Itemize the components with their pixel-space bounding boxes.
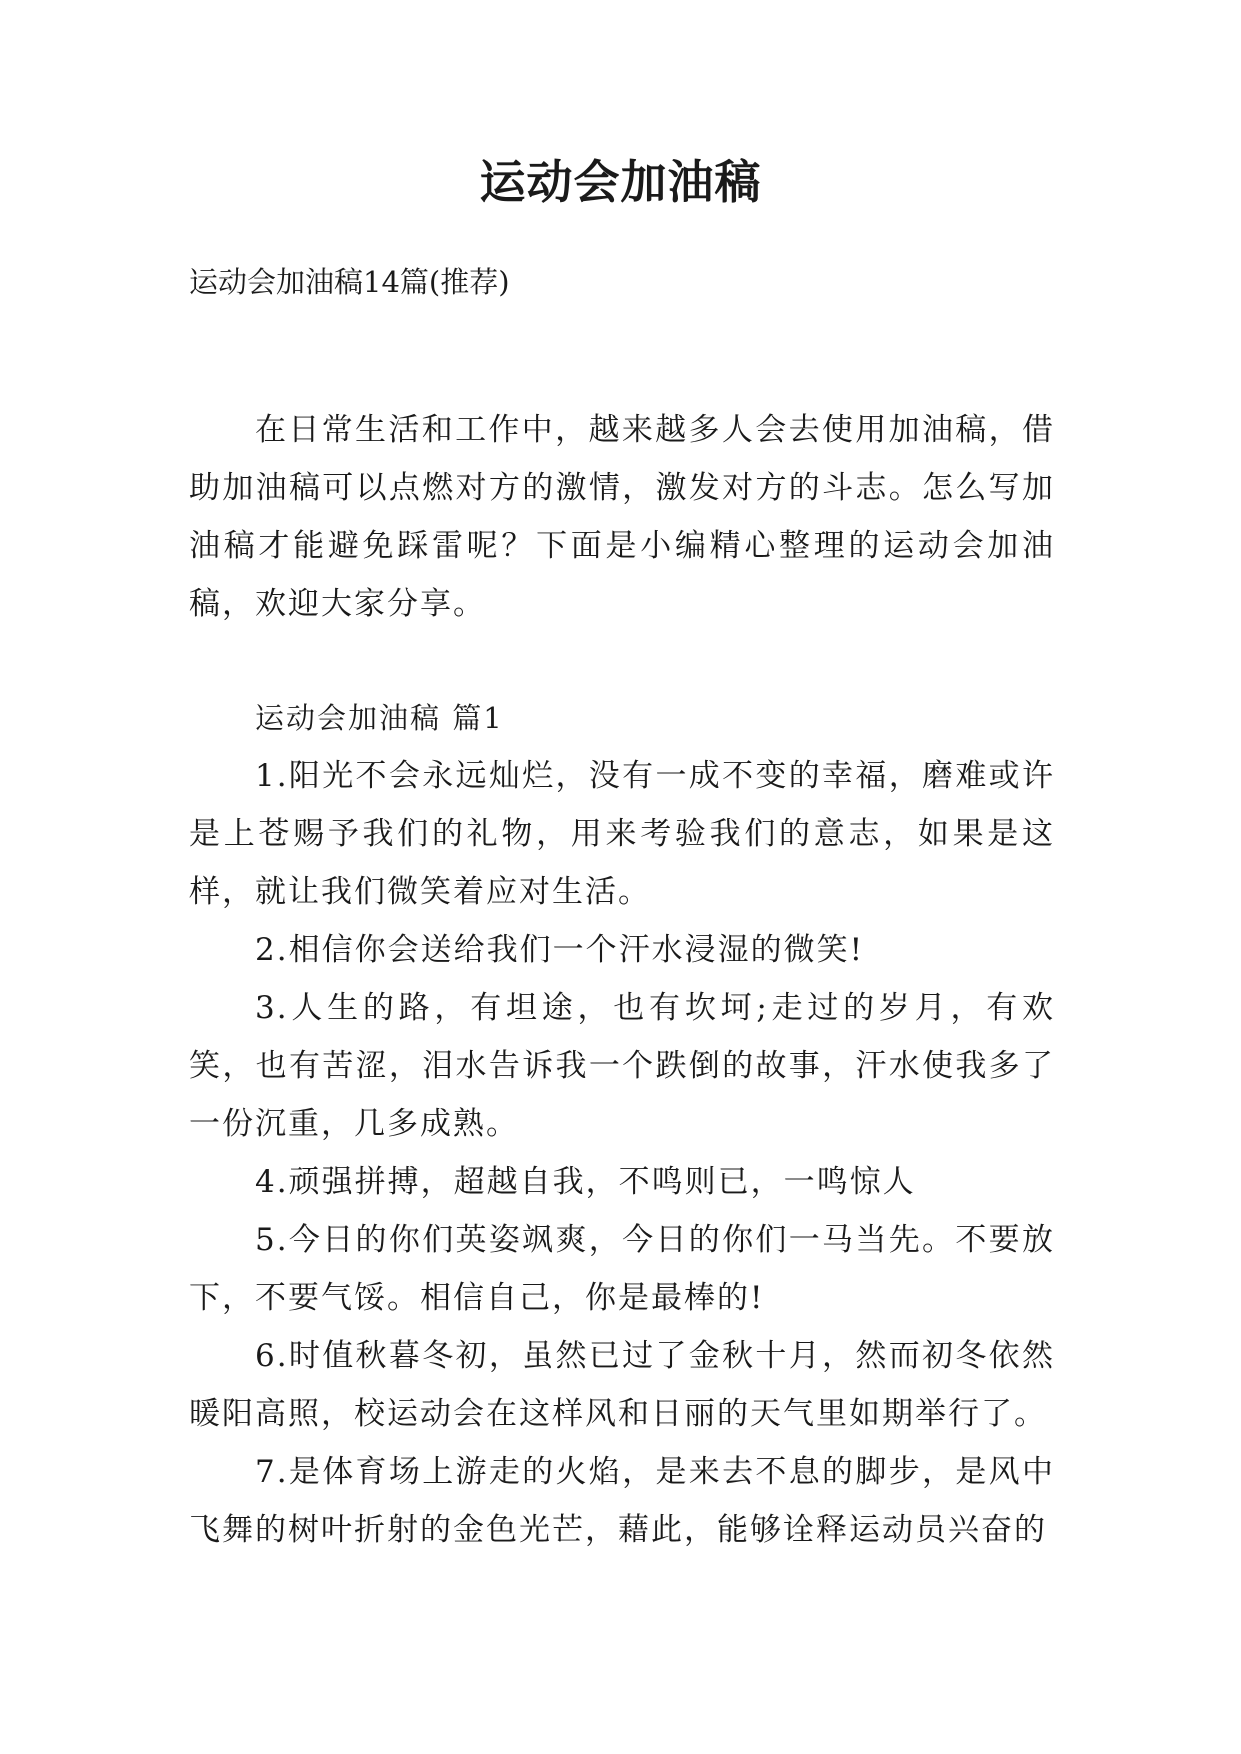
intro-block (189, 401, 1055, 633)
list-item: 4.顽强拼搏，超越自我，不鸣则已，一鸣惊人 (255, 1164, 916, 1200)
list-item: 2.相信你会送给我们一个汗水浸湿的微笑! (255, 932, 865, 968)
page-title: 运动会加油稿 (479, 155, 762, 209)
article-body (189, 689, 1055, 1559)
list-item: 7.是体育场上游走的火焰，是来去不息的脚步，是风中飞舞的树叶折射的金色光芒，藉此，能够诠释运动员兴奋的 (189, 1454, 1055, 1548)
section-heading: 运动会加油稿 篇1 (255, 701, 504, 735)
list-item: 5.今日的你们英姿飒爽，今日的你们一马当先。不要放下，不要气馁。相信自己，你是最棒的! (189, 1222, 1055, 1316)
list-item: 1.阳光不会永远灿烂，没有一成不变的幸福，磨难或许是上苍赐予我们的礼物，用来考验我们的意志，如果是这样，就让我们微笑着应对生活。 (189, 758, 1055, 910)
intro-paragraph: 在日常生活和工作中，越来越多人会去使用加油稿，借助加油稿可以点燃对方的激情，激发对方的斗志。怎么写加油稿才能避免踩雷呢？下面是小编精心整理的运动会加油稿，欢迎大家分享。 (189, 412, 1055, 622)
list-item: 3.人生的路，有坦途，也有坎坷;走过的岁月，有欢笑，也有苦涩，泪水告诉我一个跌倒的故事，汗水使我多了一份沉重，几多成熟。 (189, 990, 1055, 1142)
list-item: 6.时值秋暮冬初，虽然已过了金秋十月，然而初冬依然暖阳高照，校运动会在这样风和日丽的天气里如期举行了。 (189, 1338, 1055, 1432)
document-subtitle: 运动会加油稿14篇(推荐) (189, 265, 510, 299)
